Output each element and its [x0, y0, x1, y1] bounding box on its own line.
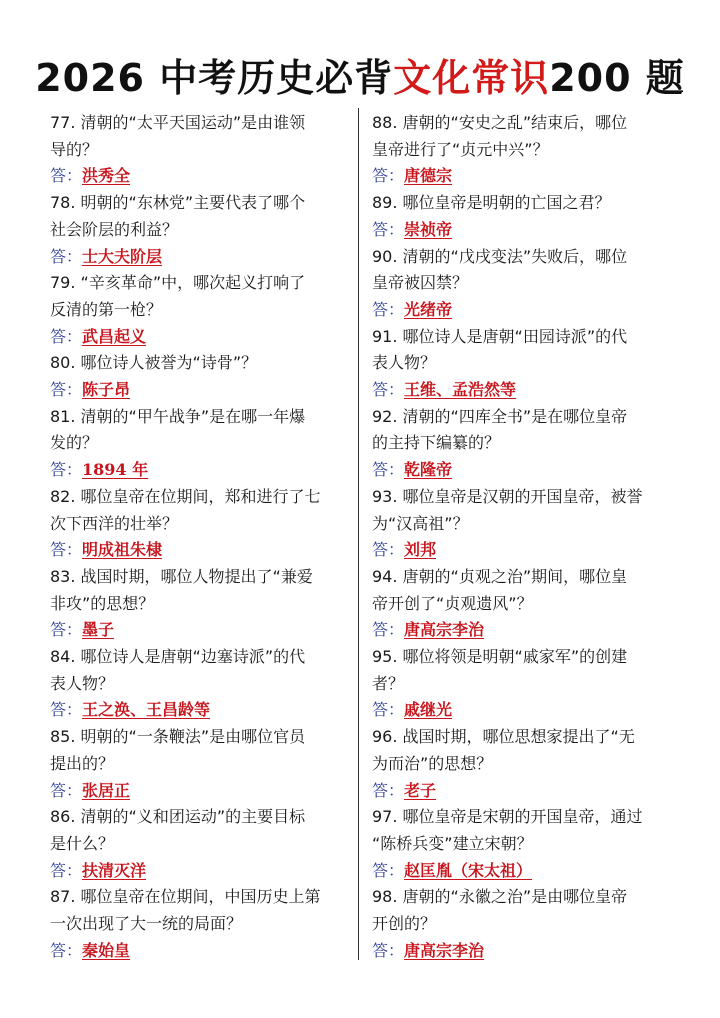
answer-label: 答：: [50, 460, 83, 480]
answer-label: 答：: [50, 166, 83, 186]
answer-line: [372, 297, 672, 324]
question-item: [50, 884, 350, 964]
question-text: 提出的？: [50, 753, 115, 773]
answer-text: 老子: [404, 780, 437, 800]
question-text: 93. 哪位皇帝是汉朝的开国皇帝，被誉: [372, 486, 643, 506]
right-column: [372, 110, 672, 965]
answer-label: 答：: [372, 700, 405, 720]
answer-text: 张居正: [82, 780, 131, 800]
question-item: [50, 110, 350, 190]
question-text: 97. 哪位皇帝是宋朝的开国皇帝，通过: [372, 807, 643, 827]
question-text: 次下西洋的壮举？: [50, 513, 179, 533]
question-text: 87. 哪位皇帝在位期间，中国历史上第: [50, 887, 321, 907]
answer-label: 答：: [50, 380, 83, 400]
answer-label: 答：: [372, 620, 405, 640]
answer-line: [50, 697, 350, 724]
question-text: 95. 哪位将领是明朝“戚家军”的创建: [372, 647, 628, 667]
answer-text: 王之涣、王昌龄等: [82, 700, 211, 720]
answer-line: [50, 163, 350, 190]
question-text: 83. 战国时期，哪位人物提出了“兼爱: [50, 566, 313, 586]
answer-line: [50, 778, 350, 805]
question-text: 90. 清朝的“戊戌变法”失败后，哪位: [372, 246, 628, 266]
title-suffix: 200 题: [549, 56, 685, 100]
question-text: 81. 清朝的“甲午战争”是在哪一年爆: [50, 406, 306, 426]
question-text: 是什么？: [50, 833, 115, 853]
answer-line: [372, 778, 672, 805]
question-text: 表人物？: [372, 353, 437, 373]
answer-line: [50, 938, 350, 965]
answer-text: 乾隆帝: [404, 460, 453, 480]
answer-text: 墨子: [82, 620, 115, 640]
answer-line: [50, 537, 350, 564]
question-text: 的主持下编纂的？: [372, 433, 501, 453]
question-item: [372, 884, 672, 964]
answer-line: [50, 457, 350, 484]
question-item: [50, 724, 350, 804]
answer-text: 唐高宗李治: [404, 940, 485, 960]
question-text: 皇帝被囚禁？: [372, 273, 469, 293]
question-item: [50, 350, 350, 403]
answer-label: 答：: [50, 780, 83, 800]
title-prefix: 2026 中考历史必背: [35, 56, 394, 100]
answer-line: [50, 617, 350, 644]
answer-line: [50, 244, 350, 271]
question-text: 98. 唐朝的“永徽之治”是由哪位皇帝: [372, 887, 628, 907]
question-item: [50, 564, 350, 644]
question-text: 94. 唐朝的“贞观之治”期间，哪位皇: [372, 566, 628, 586]
left-column: [50, 110, 350, 965]
answer-line: [50, 858, 350, 885]
answer-label: 答：: [372, 166, 405, 186]
answer-text: 陈子昂: [82, 380, 131, 400]
question-text: 表人物？: [50, 673, 115, 693]
answer-line: [372, 858, 672, 885]
question-text: “陈桥兵变”建立宋朝？: [372, 833, 533, 853]
question-text: 89. 哪位皇帝是明朝的亡国之君？: [372, 193, 611, 213]
answer-text: 洪秀全: [82, 166, 131, 186]
answer-text: 戚继光: [404, 700, 453, 720]
question-text: 导的？: [50, 139, 99, 159]
answer-line: [372, 377, 672, 404]
answer-text: 赵匡胤（宋太祖）: [404, 860, 533, 880]
question-text: 者？: [372, 673, 405, 693]
question-text: 86. 清朝的“义和团运动”的主要目标: [50, 807, 306, 827]
question-text: 帝开创了“贞观遗风”？: [372, 593, 533, 613]
answer-label: 答：: [50, 940, 83, 960]
question-item: [372, 484, 672, 564]
answer-label: 答：: [50, 700, 83, 720]
answer-text: 武昌起义: [82, 326, 147, 346]
answer-text: 扶清灭洋: [82, 860, 147, 880]
answer-text: 光绪帝: [404, 299, 453, 319]
column-divider: [358, 108, 359, 960]
question-item: [372, 404, 672, 484]
question-text: 92. 清朝的“四库全书”是在哪位皇帝: [372, 406, 628, 426]
answer-text: 唐德宗: [404, 166, 453, 186]
answer-text: 崇祯帝: [404, 219, 453, 239]
answer-line: [372, 697, 672, 724]
question-item: [50, 404, 350, 484]
question-text: 为而治”的思想？: [372, 753, 493, 773]
answer-label: 答：: [372, 540, 405, 560]
question-item: [372, 644, 672, 724]
answer-label: 答：: [372, 860, 405, 880]
answer-label: 答：: [372, 219, 405, 239]
question-item: [372, 190, 672, 243]
answer-line: [50, 324, 350, 351]
question-item: [372, 244, 672, 324]
answer-line: [372, 217, 672, 244]
question-text: 96. 战国时期，哪位思想家提出了“无: [372, 727, 635, 747]
title-highlight: 文化常识: [393, 56, 550, 100]
answer-text: 王维、孟浩然等: [404, 380, 517, 400]
question-item: [50, 270, 350, 350]
question-text: 为“汉高祖”？: [372, 513, 469, 533]
question-text: 91. 哪位诗人是唐朝“田园诗派”的代: [372, 326, 628, 346]
page-title: [0, 52, 720, 104]
answer-text: 士大夫阶层: [82, 246, 163, 266]
answer-text: 刘邦: [404, 540, 437, 560]
answer-line: [372, 163, 672, 190]
question-text: 84. 哪位诗人是唐朝“边塞诗派”的代: [50, 647, 306, 667]
answer-label: 答：: [50, 540, 83, 560]
answer-label: 答：: [50, 326, 83, 346]
question-item: [372, 324, 672, 404]
answer-line: [50, 377, 350, 404]
question-text: 78. 明朝的“东林党”主要代表了哪个: [50, 193, 306, 213]
question-item: [372, 564, 672, 644]
question-text: 反清的第一枪？: [50, 299, 163, 319]
question-text: 社会阶层的利益？: [50, 219, 179, 239]
question-text: 皇帝进行了“贞元中兴”？: [372, 139, 549, 159]
question-item: [50, 804, 350, 884]
answer-label: 答：: [372, 780, 405, 800]
question-text: 88. 唐朝的“安史之乱”结束后，哪位: [372, 113, 628, 132]
answer-label: 答：: [50, 620, 83, 640]
question-text: 80. 哪位诗人被誉为“诗骨”？: [50, 353, 258, 373]
answer-text: 唐高宗李治: [404, 620, 485, 640]
question-text: 79. “辛亥革命”中，哪次起义打响了: [50, 273, 306, 293]
question-text: 非攻”的思想？: [50, 593, 155, 613]
answer-text: 秦始皇: [82, 940, 131, 960]
answer-label: 答：: [372, 940, 405, 960]
question-item: [372, 804, 672, 884]
answer-label: 答：: [372, 460, 405, 480]
answer-label: 答：: [372, 299, 405, 319]
question-item: [372, 724, 672, 804]
answer-line: [372, 617, 672, 644]
question-text: 开创的？: [372, 914, 437, 934]
answer-line: [372, 457, 672, 484]
answer-label: 答：: [372, 380, 405, 400]
question-item: [50, 190, 350, 270]
answer-label: 答：: [50, 860, 83, 880]
question-text: 85. 明朝的“一条鞭法”是由哪位官员: [50, 727, 306, 747]
answer-text: 1894 年: [82, 460, 149, 480]
question-item: [372, 110, 672, 190]
question-text: 82. 哪位皇帝在位期间，郑和进行了七: [50, 486, 321, 506]
question-text: 发的？: [50, 433, 99, 453]
answer-line: [372, 537, 672, 564]
question-item: [50, 644, 350, 724]
answer-line: [372, 938, 672, 965]
question-text: 一次出现了大一统的局面？: [50, 914, 243, 934]
answer-label: 答：: [50, 246, 83, 266]
answer-text: 明成祖朱棣: [82, 540, 163, 560]
question-item: [50, 484, 350, 564]
question-text: 77. 清朝的“太平天国运动”是由谁领: [50, 113, 306, 132]
